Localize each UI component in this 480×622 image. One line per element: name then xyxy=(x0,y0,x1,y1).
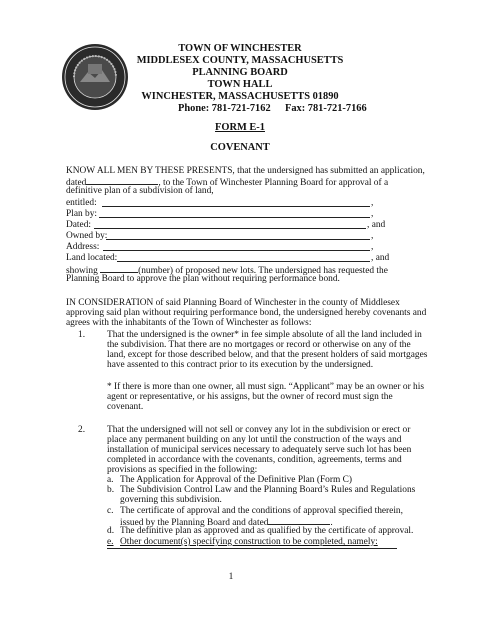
subitem-text: The certificate of approval and the conditions of approval specified therein, xyxy=(120,506,403,516)
item2-line: That the undersigned will not sell or convey any lot in the subdivision or erect or xyxy=(107,425,411,435)
field-land-label: Land located: xyxy=(66,253,118,263)
subitem-text: Other document(s) specifying construction to be completed, namely: xyxy=(120,537,378,547)
owner-note-line: agent or representative, or his assigns, but the owner of record must sign the xyxy=(107,392,393,402)
subitem-text: The Subdivision Control Law and the Planning Board’s Rules and Regulations xyxy=(120,485,416,495)
subitem-text: The definitive plan as approved and as qualified by the certificate of approval. xyxy=(120,526,414,536)
header-county: MIDDLESEX COUNTY, MASSACHUSETTS xyxy=(136,55,344,66)
owner-note-line: covenant. xyxy=(107,402,144,412)
subitem-letter: d. xyxy=(107,526,115,536)
header-address: WINCHESTER, MASSACHUSETTS 01890 xyxy=(141,91,339,102)
subitem-letter: b. xyxy=(107,485,115,495)
item2-line: installation of municipal services necessary to adequately serve such lot has been xyxy=(107,445,412,455)
field-dated-line xyxy=(94,228,366,229)
field-address-end: , xyxy=(371,242,374,252)
item1-line: have assented to this contract prior to its execution by the undersigned. xyxy=(107,360,374,370)
field-entitled-line xyxy=(102,206,370,207)
field-planby-label: Plan by: xyxy=(66,209,97,219)
other-docs-line xyxy=(107,548,397,549)
field-land-end: , and xyxy=(371,253,390,263)
field-address-label: Address: xyxy=(66,242,100,252)
field-planby-line xyxy=(99,217,370,218)
intro-last-line: Planning Board to approve the plan without requiring performance bond. xyxy=(66,274,340,284)
form-title: FORM E-1 xyxy=(215,122,265,133)
field-ownedby-line xyxy=(106,239,370,240)
field-address-line xyxy=(103,250,370,251)
consideration-line-3: agrees with the inhabitants of the Town of Winchester as follows: xyxy=(66,318,312,328)
field-ownedby-label: Owned by: xyxy=(66,231,108,241)
field-ownedby-end: , xyxy=(371,231,374,241)
consideration-line-2: approving said plan without requiring performance bond, the undersigned hereby covenants and xyxy=(66,308,427,318)
item1-line: land, except for those described below, and that the present holders of said mortgages xyxy=(107,350,428,360)
item1-line: the subdivision. That there are no mortgages or record or otherwise on any of the xyxy=(107,340,411,350)
header-board: PLANNING BOARD xyxy=(192,67,288,78)
consideration-line-1: IN CONSIDERATION of said Planning Board of Winchester in the county of Middlesex xyxy=(66,298,400,308)
header-fax: Fax: 781-721-7166 xyxy=(285,103,367,114)
page-number: 1 xyxy=(228,572,234,582)
field-entitled-end: , xyxy=(371,198,374,208)
subitem-letter: a. xyxy=(107,475,114,485)
subitem-text: governing this subdivision. xyxy=(120,495,222,505)
field-land-line xyxy=(117,261,370,262)
intro-line-3: definitive plan of a subdivision of land, xyxy=(66,186,214,196)
header-town: TOWN OF WINCHESTER xyxy=(178,43,302,54)
subitem-dated-line: issued by the Planning Board and dated . xyxy=(120,518,333,528)
item1-number: 1. xyxy=(78,330,86,340)
intro-showing-line: showing (number) of proposed new lots. The undersigned has requested the xyxy=(66,266,388,276)
field-entitled-label: entitled: xyxy=(66,198,97,208)
intro-line-2: dated , to the Town of Winchester Planning Board for approval of a xyxy=(66,178,389,188)
subitem-letter: c. xyxy=(107,506,114,516)
field-dated-end: , and xyxy=(367,220,386,230)
field-dated-label: Dated: xyxy=(66,220,91,230)
doc-title: COVENANT xyxy=(210,142,270,153)
header-town-hall: TOWN HALL xyxy=(207,79,273,90)
subitem-text: The Application for Approval of the Definitive Plan (Form C) xyxy=(120,475,352,485)
intro-line-1: KNOW ALL MEN BY THESE PRESENTS, that the undersigned has submitted an application, xyxy=(66,166,425,176)
item2-line: completed in accordance with the covenants, condition, agreements, terms and xyxy=(107,455,402,465)
field-planby-end: , xyxy=(371,209,374,219)
item2-line: provisions as specified in the following: xyxy=(107,465,258,475)
owner-note-line: * If there is more than one owner, all must sign. “Applicant” may be an owner or his xyxy=(107,382,424,392)
item1-line: That the undersigned is the owner* in fee simple absolute of all the land included in xyxy=(107,330,422,340)
header-phone: Phone: 781-721-7162 xyxy=(178,103,271,114)
item2-line: place any permanent building on any lot until the construction of the ways and xyxy=(107,435,402,445)
item2-number: 2. xyxy=(78,425,86,435)
subitem-letter: e. xyxy=(107,537,114,547)
